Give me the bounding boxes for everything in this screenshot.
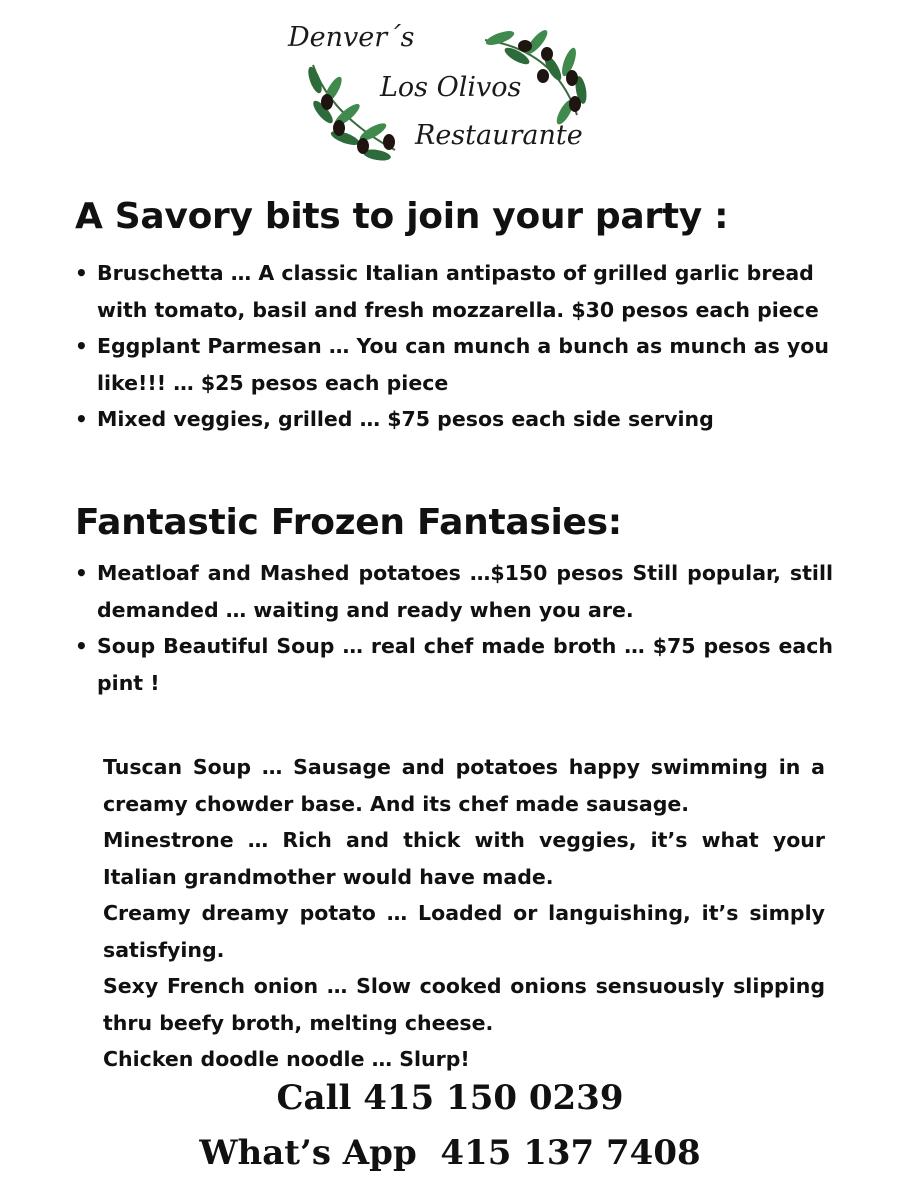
list-item: • Meatloaf and Mashed potatoes …$150 pesos Still popular, still demanded … waiting and ready when you are. xyxy=(73,555,833,628)
restaurant-logo xyxy=(285,20,605,170)
logo-line-3: Restaurante xyxy=(415,120,583,151)
list-item: • Eggplant Parmesan … You can munch a bunch as munch as you like!!! … $25 pesos each piece xyxy=(73,328,833,401)
soup-item: Creamy dreamy potato … Loaded or languishing, it’s simply satisfying. xyxy=(103,901,825,962)
whatsapp-phone: What’s App 415 137 7408 xyxy=(199,1133,701,1173)
logo-line-1: Denver´s xyxy=(288,22,415,53)
frozen-list xyxy=(73,555,833,701)
soup-item: Minestrone … Rich and thick with veggies, it’s what your Italian grandmother would have made. xyxy=(103,828,825,889)
list-item: • Soup Beautiful Soup … real chef made broth … $75 pesos each pint ! xyxy=(73,628,833,701)
soup-item: Chicken doodle noodle … Slurp! xyxy=(103,1047,470,1071)
logo-line-2: Los Olivos xyxy=(380,72,522,103)
section-heading-frozen: Fantastic Frozen Fantasies: xyxy=(75,502,622,543)
list-item: • Bruschetta … A classic Italian antipasto of grilled garlic bread with tomato, basil and fresh mozzarella. $30 pesos each piece xyxy=(73,255,833,328)
call-phone: Call 415 150 0239 xyxy=(276,1078,624,1118)
soup-list xyxy=(103,749,825,1078)
section-heading-savory: A Savory bits to join your party : xyxy=(75,196,729,237)
soup-item: Tuscan Soup … Sausage and potatoes happy swimming in a creamy chowder base. And its chef made sausage. xyxy=(103,755,825,816)
soup-item: Sexy French onion … Slow cooked onions sensuously slipping thru beefy broth, melting cheese. xyxy=(103,974,825,1035)
savory-list xyxy=(73,255,833,438)
list-item: • Mixed veggies, grilled … $75 pesos each side serving xyxy=(73,401,833,438)
